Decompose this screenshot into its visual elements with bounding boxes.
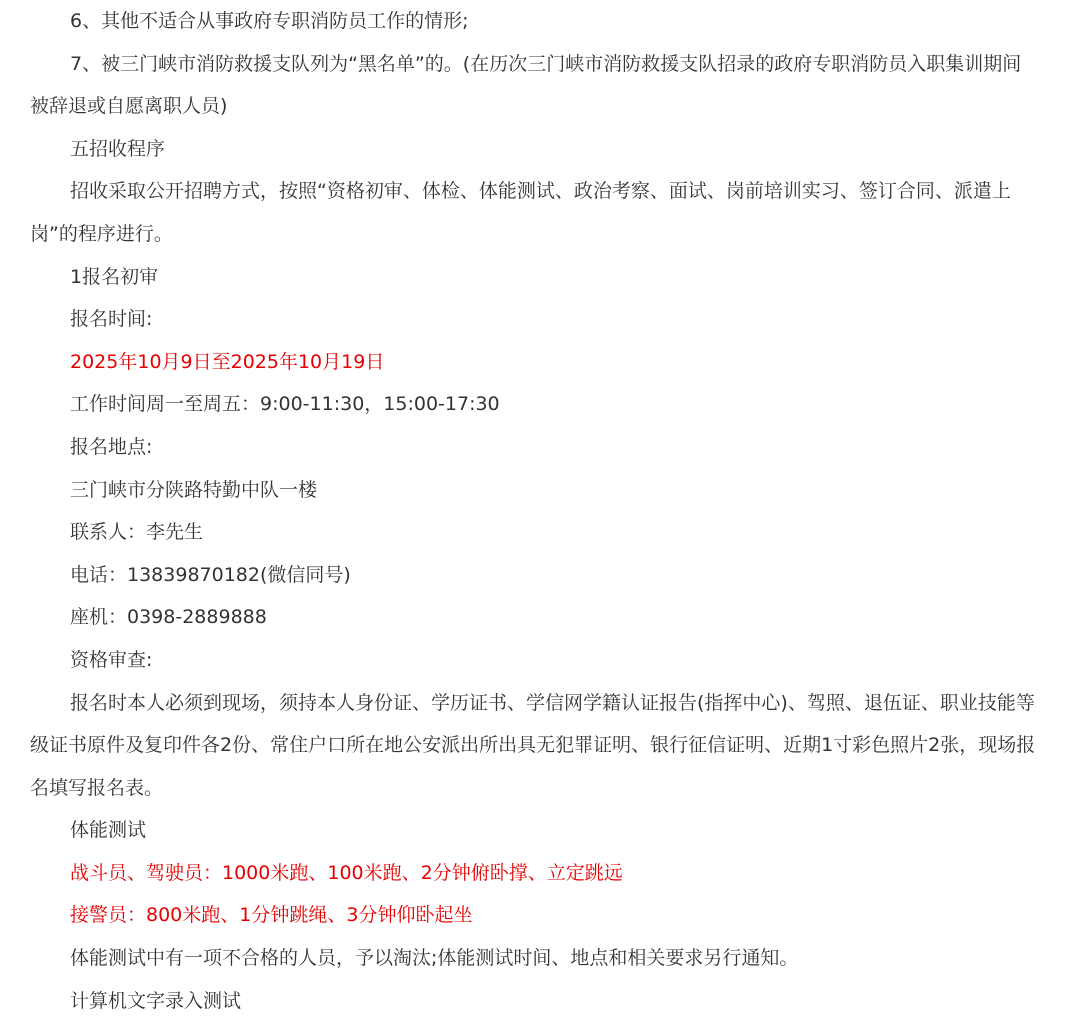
label-registration-time: 报名时间:: [70, 308, 153, 331]
contact-landline: 座机：0398-2889888: [70, 606, 267, 629]
section-heading-recruitment-procedure: 五招收程序: [70, 137, 166, 160]
contact-person: 联系人：李先生: [70, 521, 204, 544]
subheading-registration-review: 1报名初审: [70, 265, 159, 288]
label-registration-location: 报名地点:: [70, 435, 153, 458]
physical-test-elimination-note: 体能测试中有一项不合格的人员，予以淘汰;体能测试时间、地点和相关要求另行通知。: [70, 947, 799, 970]
article-body: [30, 0, 1040, 1022]
label-qualification-review: 资格审查:: [70, 648, 153, 671]
paragraph-procedure-description: 招收采取公开招聘方式，按照“资格初审、体检、体能测试、政治考察、面试、岗前培训实习、签订合同、派遣上岗”的程序进行。: [30, 180, 1011, 245]
paragraph-item-6-other-conditions: 6、其他不适合从事政府专职消防员工作的情形;: [70, 10, 469, 32]
paragraph-required-documents: 报名时本人必须到现场，须持本人身份证、学历证书、学信网学籍认证报告(指挥中心)、驾照、退伍证、职业技能等级证书原件及复印件各2份、常住户口所在地公安派出所出具无犯罪证明、银行征信证明、近期1寸彩色照片2张，现场报名填写报名表。: [30, 691, 1036, 799]
subheading-physical-test: 体能测试: [70, 819, 147, 842]
physical-test-dispatcher: 接警员：800米跑、1分钟跳绳、3分钟仰卧起坐: [70, 904, 473, 927]
registration-address: 三门峡市分陕路特勤中队一楼: [70, 478, 318, 501]
registration-date-range: 2025年10月9日至2025年10月19日: [70, 350, 385, 373]
physical-test-firefighter-driver: 战斗员、驾驶员：1000米跑、100米跑、2分钟俯卧撑、立定跳远: [70, 861, 623, 884]
paragraph-item-7-blacklist: 7、被三门峡市消防救援支队列为“黑名单”的。(在历次三门峡市消防救援支队招录的政府专职消防员入职集训期间被辞退或自愿离职人员): [30, 52, 1022, 118]
contact-phone: 电话：13839870182(微信同号): [70, 563, 351, 586]
working-hours: 工作时间周一至周五：9:00-11:30，15:00-17:30: [70, 393, 500, 416]
subheading-typing-test: 计算机文字录入测试: [70, 989, 242, 1012]
